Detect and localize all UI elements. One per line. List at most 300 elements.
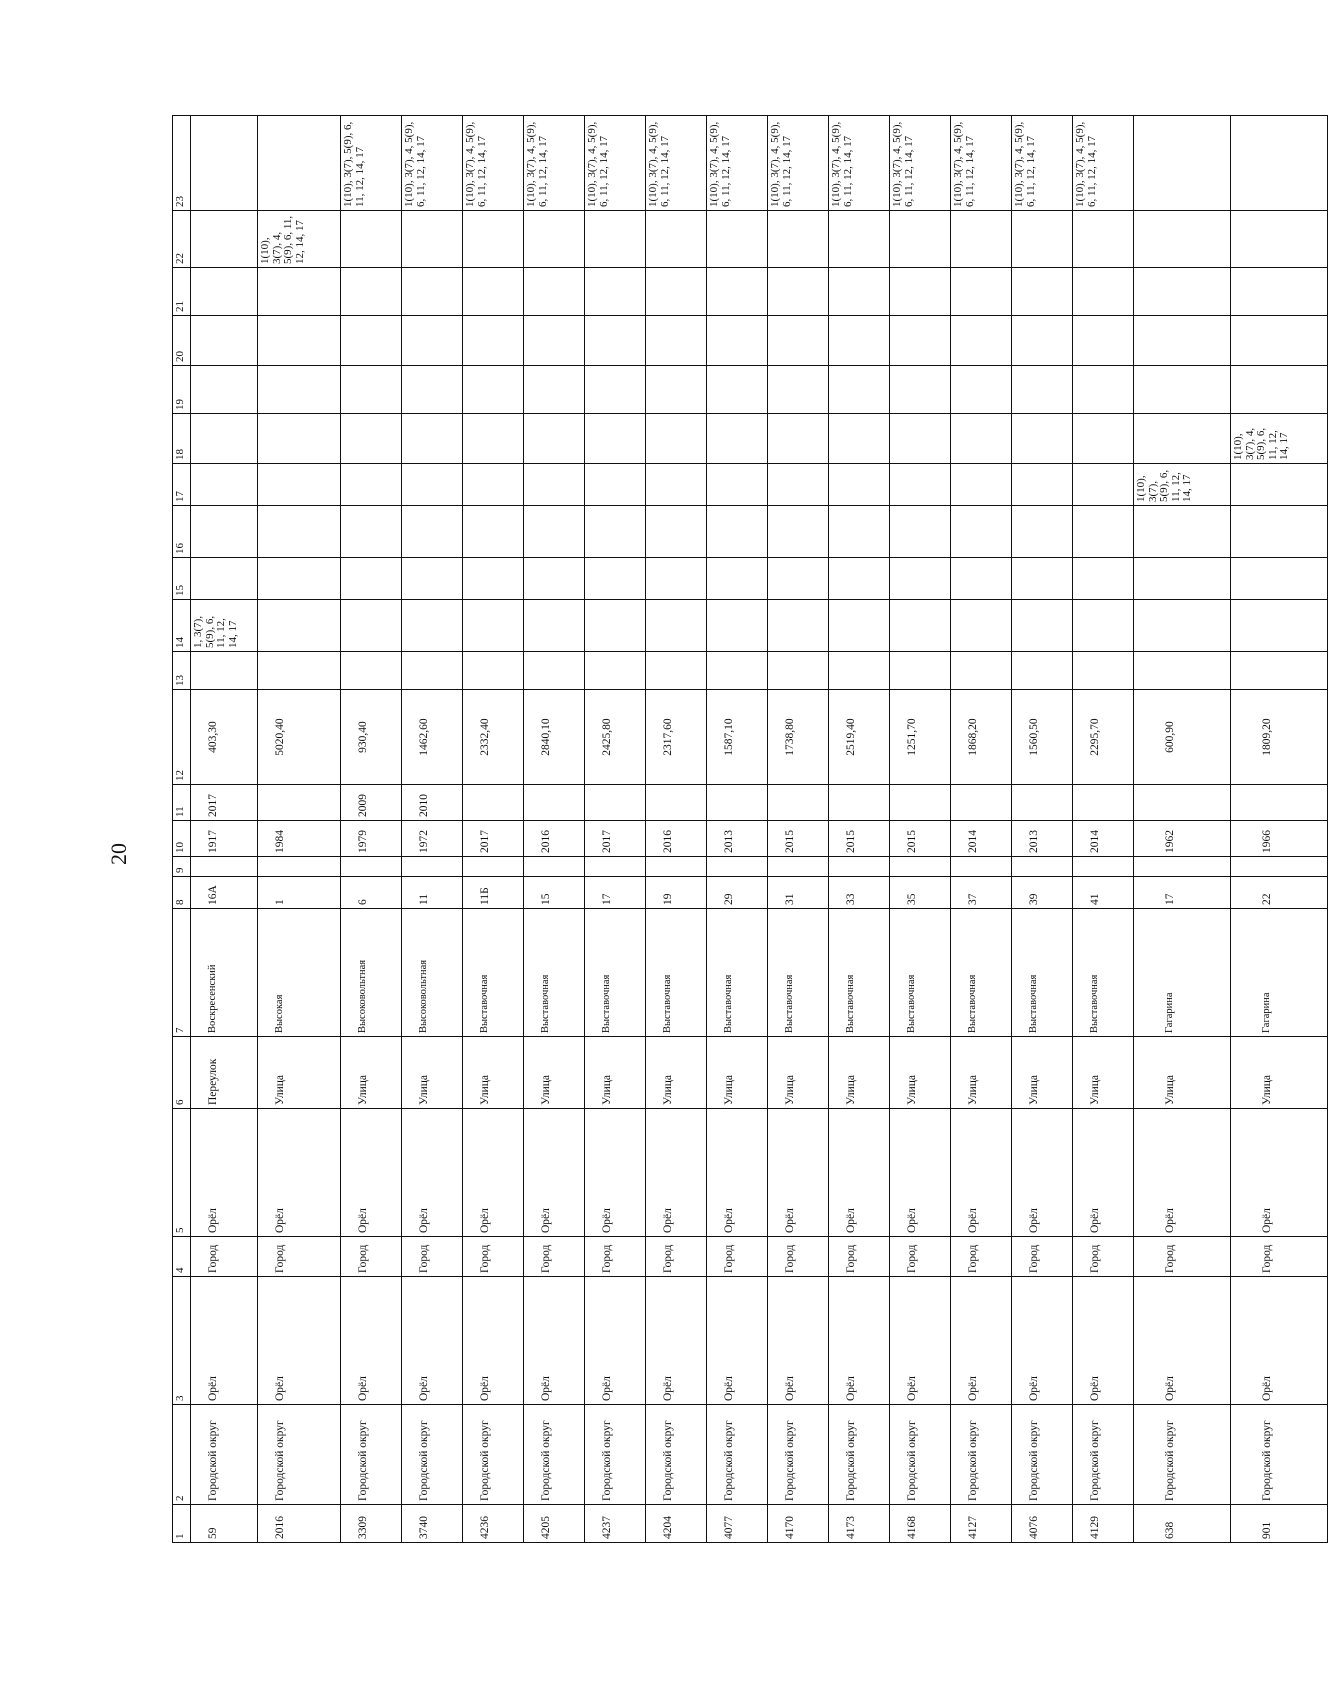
cell-col-13 (646, 652, 707, 690)
cell-col-18 (1073, 414, 1134, 464)
cell-col-22 (707, 211, 768, 268)
cell-col-13 (768, 652, 829, 690)
cell-col-8: 6 (341, 877, 402, 909)
cell-col-23 (1134, 116, 1231, 211)
cell-col-21 (707, 268, 768, 316)
cell-col-2: Городской округ (1012, 1405, 1073, 1505)
cell-col-3: Орёл (707, 1277, 768, 1405)
cell-col-1: 4077 (707, 1505, 768, 1543)
cell-col-9 (1012, 857, 1073, 877)
cell-col-1: 4236 (463, 1505, 524, 1543)
cell-col-12: 2840,10 (524, 690, 585, 785)
cell-col-19 (1231, 366, 1328, 414)
cell-col-5: Орёл (1073, 1109, 1134, 1237)
column-header-7: 7 (173, 909, 191, 1037)
cell-col-13 (1231, 652, 1328, 690)
cell-col-8: 17 (1134, 877, 1231, 909)
column-header-6: 6 (173, 1037, 191, 1109)
cell-col-2: Городской округ (191, 1405, 258, 1505)
cell-col-22 (1231, 211, 1328, 268)
cell-col-6: Улица (585, 1037, 646, 1109)
cell-col-13 (463, 652, 524, 690)
cell-col-7: Высоковольтная (341, 909, 402, 1037)
cell-col-18 (1012, 414, 1073, 464)
cell-col-5: Орёл (463, 1109, 524, 1237)
table-row (191, 116, 258, 1543)
cell-col-8: 41 (1073, 877, 1134, 909)
cell-col-9 (707, 857, 768, 877)
cell-col-16 (524, 506, 585, 558)
cell-col-3: Орёл (258, 1277, 341, 1405)
cell-col-14 (707, 600, 768, 652)
cell-col-23: 1(10), 3(7), 4, 5(9), 6, 11, 12, 14, 17 (1012, 116, 1073, 211)
cell-col-15 (707, 558, 768, 600)
cell-col-6: Улица (951, 1037, 1012, 1109)
column-header-23: 23 (173, 116, 191, 211)
cell-col-10: 2016 (646, 821, 707, 857)
cell-col-7: Выставочная (1073, 909, 1134, 1037)
cell-col-15 (646, 558, 707, 600)
cell-col-1: 59 (191, 1505, 258, 1543)
column-header-15: 15 (173, 558, 191, 600)
cell-col-23: 1(10), 3(7), 4, 5(9), 6, 11, 12, 14, 17 (890, 116, 951, 211)
table-row (829, 116, 890, 1543)
cell-col-8: 15 (524, 877, 585, 909)
cell-col-21 (402, 268, 463, 316)
cell-col-17 (890, 464, 951, 506)
cell-col-14 (1231, 600, 1328, 652)
cell-col-17 (191, 464, 258, 506)
cell-col-18 (1134, 414, 1231, 464)
cell-col-5: Орёл (1012, 1109, 1073, 1237)
cell-col-2: Городской округ (768, 1405, 829, 1505)
cell-col-19 (1012, 366, 1073, 414)
cell-col-13 (1012, 652, 1073, 690)
cell-col-4: Город (707, 1237, 768, 1277)
cell-col-18 (768, 414, 829, 464)
cell-col-3: Орёл (890, 1277, 951, 1405)
cell-col-2: Городской округ (951, 1405, 1012, 1505)
cell-col-3: Орёл (585, 1277, 646, 1405)
cell-col-8: 37 (951, 877, 1012, 909)
cell-col-4: Город (191, 1237, 258, 1277)
cell-col-6: Улица (707, 1037, 768, 1109)
cell-col-15 (1073, 558, 1134, 600)
cell-col-5: Орёл (402, 1109, 463, 1237)
cell-col-12: 1462,60 (402, 690, 463, 785)
cell-col-19 (585, 366, 646, 414)
cell-col-14 (585, 600, 646, 652)
cell-col-3: Орёл (191, 1277, 258, 1405)
cell-col-18 (258, 414, 341, 464)
cell-col-15 (585, 558, 646, 600)
cell-col-10: 2014 (951, 821, 1012, 857)
cell-col-13 (890, 652, 951, 690)
cell-col-16 (463, 506, 524, 558)
cell-col-20 (1012, 316, 1073, 366)
cell-col-11 (463, 785, 524, 821)
cell-col-6: Улица (890, 1037, 951, 1109)
cell-col-6: Улица (1231, 1037, 1328, 1109)
cell-col-14 (768, 600, 829, 652)
cell-col-15 (1231, 558, 1328, 600)
cell-col-21 (768, 268, 829, 316)
cell-col-8: 11Б (463, 877, 524, 909)
cell-col-15 (1134, 558, 1231, 600)
cell-col-22 (463, 211, 524, 268)
cell-col-13 (951, 652, 1012, 690)
cell-col-1: 3309 (341, 1505, 402, 1543)
cell-col-23 (258, 116, 341, 211)
cell-col-17 (1231, 464, 1328, 506)
cell-col-11 (1134, 785, 1231, 821)
cell-col-7: Высокая (258, 909, 341, 1037)
cell-col-21 (524, 268, 585, 316)
cell-col-18 (191, 414, 258, 464)
cell-col-20 (463, 316, 524, 366)
cell-col-7: Гагарина (1231, 909, 1328, 1037)
cell-col-13 (524, 652, 585, 690)
cell-col-19 (258, 366, 341, 414)
cell-col-2: Городской округ (890, 1405, 951, 1505)
column-header-14: 14 (173, 600, 191, 652)
table-row (890, 116, 951, 1543)
cell-col-23: 1(10), 3(7), 4, 5(9), 6, 11, 12, 14, 17 (524, 116, 585, 211)
cell-col-11 (951, 785, 1012, 821)
cell-col-4: Город (829, 1237, 890, 1277)
cell-col-13 (1134, 652, 1231, 690)
cell-col-23: 1(10), 3(7), 4, 5(9), 6, 11, 12, 14, 17 (585, 116, 646, 211)
cell-col-8: 39 (1012, 877, 1073, 909)
cell-col-14 (524, 600, 585, 652)
cell-col-15 (829, 558, 890, 600)
cell-col-16 (1134, 506, 1231, 558)
column-header-20: 20 (173, 316, 191, 366)
cell-col-18 (402, 414, 463, 464)
cell-col-10: 2017 (585, 821, 646, 857)
cell-col-12: 1868,20 (951, 690, 1012, 785)
cell-col-6: Улица (341, 1037, 402, 1109)
cell-col-12: 930,40 (341, 690, 402, 785)
cell-col-12: 2332,40 (463, 690, 524, 785)
cell-col-3: Орёл (646, 1277, 707, 1405)
cell-col-18 (524, 414, 585, 464)
cell-col-3: Орёл (1012, 1277, 1073, 1405)
cell-col-14 (402, 600, 463, 652)
cell-col-15 (768, 558, 829, 600)
cell-col-20 (1134, 316, 1231, 366)
cell-col-11 (890, 785, 951, 821)
table-row (524, 116, 585, 1543)
cell-col-4: Город (1134, 1237, 1231, 1277)
cell-col-23 (1231, 116, 1328, 211)
cell-col-18 (585, 414, 646, 464)
column-header-9: 9 (173, 857, 191, 877)
cell-col-19 (1134, 366, 1231, 414)
table-row (1073, 116, 1134, 1543)
cell-col-12: 2425,80 (585, 690, 646, 785)
cell-col-12: 1809,20 (1231, 690, 1328, 785)
cell-col-2: Городской округ (524, 1405, 585, 1505)
cell-col-18 (890, 414, 951, 464)
cell-col-9 (341, 857, 402, 877)
cell-col-7: Выставочная (1012, 909, 1073, 1037)
table-row (768, 116, 829, 1543)
cell-col-16 (890, 506, 951, 558)
cell-col-3: Орёл (524, 1277, 585, 1405)
cell-col-22 (524, 211, 585, 268)
cell-col-19 (829, 366, 890, 414)
page-number: 20 (106, 843, 131, 865)
cell-col-9 (1134, 857, 1231, 877)
cell-col-10: 2015 (768, 821, 829, 857)
cell-col-11 (1231, 785, 1328, 821)
cell-col-17 (829, 464, 890, 506)
cell-col-3: Орёл (951, 1277, 1012, 1405)
cell-col-22 (1073, 211, 1134, 268)
cell-col-11 (646, 785, 707, 821)
column-header-4: 4 (173, 1237, 191, 1277)
cell-col-19 (191, 366, 258, 414)
table-rotator (172, 116, 1291, 1543)
cell-col-22 (402, 211, 463, 268)
cell-col-11 (258, 785, 341, 821)
cell-col-9 (829, 857, 890, 877)
cell-col-12: 403,30 (191, 690, 258, 785)
cell-col-4: Город (1012, 1237, 1073, 1277)
cell-col-19 (707, 366, 768, 414)
cell-col-10: 1972 (402, 821, 463, 857)
cell-col-18 (341, 414, 402, 464)
cell-col-13 (341, 652, 402, 690)
cell-col-21 (191, 268, 258, 316)
cell-col-3: Орёл (1134, 1277, 1231, 1405)
cell-col-21 (258, 268, 341, 316)
cell-col-23: 1(10), 3(7), 5(9), 6, 11, 12, 14, 17 (341, 116, 402, 211)
cell-col-18: 1(10), 3(7), 4, 5(9), 6, 11, 12, 14, 17 (1231, 414, 1328, 464)
column-header-3: 3 (173, 1277, 191, 1405)
cell-col-10: 1917 (191, 821, 258, 857)
cell-col-14 (1134, 600, 1231, 652)
cell-col-5: Орёл (585, 1109, 646, 1237)
cell-col-12: 5020,40 (258, 690, 341, 785)
cell-col-20 (890, 316, 951, 366)
cell-col-19 (524, 366, 585, 414)
cell-col-4: Город (890, 1237, 951, 1277)
cell-col-22 (341, 211, 402, 268)
cell-col-9 (585, 857, 646, 877)
cell-col-16 (1012, 506, 1073, 558)
cell-col-17 (463, 464, 524, 506)
column-header-5: 5 (173, 1109, 191, 1237)
cell-col-21 (829, 268, 890, 316)
cell-col-3: Орёл (1073, 1277, 1134, 1405)
cell-col-1: 638 (1134, 1505, 1231, 1543)
cell-col-14 (1012, 600, 1073, 652)
cell-col-9 (402, 857, 463, 877)
cell-col-6: Улица (1073, 1037, 1134, 1109)
cell-col-6: Улица (1012, 1037, 1073, 1109)
cell-col-15 (890, 558, 951, 600)
cell-col-12: 600,90 (1134, 690, 1231, 785)
cell-col-8: 35 (890, 877, 951, 909)
cell-col-7: Выставочная (951, 909, 1012, 1037)
cell-col-1: 4168 (890, 1505, 951, 1543)
cell-col-14: 1, 3(7), 5(9), 6, 11, 12, 14, 17 (191, 600, 258, 652)
cell-col-16 (829, 506, 890, 558)
cell-col-8: 1 (258, 877, 341, 909)
cell-col-15 (341, 558, 402, 600)
cell-col-20 (1073, 316, 1134, 366)
column-header-12: 12 (173, 690, 191, 785)
cell-col-2: Городской округ (1073, 1405, 1134, 1505)
cell-col-7: Выставочная (890, 909, 951, 1037)
cell-col-10: 2014 (1073, 821, 1134, 857)
cell-col-1: 4076 (1012, 1505, 1073, 1543)
cell-col-1: 4204 (646, 1505, 707, 1543)
cell-col-7: Гагарина (1134, 909, 1231, 1037)
cell-col-13 (258, 652, 341, 690)
cell-col-9 (951, 857, 1012, 877)
cell-col-17: 1(10), 3(7), 5(9), 6, 11, 12, 14, 17 (1134, 464, 1231, 506)
cell-col-2: Городской округ (707, 1405, 768, 1505)
cell-col-12: 1251,70 (890, 690, 951, 785)
cell-col-21 (1012, 268, 1073, 316)
cell-col-8: 29 (707, 877, 768, 909)
cell-col-8: 33 (829, 877, 890, 909)
cell-col-7: Выставочная (463, 909, 524, 1037)
cell-col-22: 1(10), 3(7), 4, 5(9), 6, 11, 12, 14, 17 (258, 211, 341, 268)
cell-col-11 (707, 785, 768, 821)
cell-col-9 (524, 857, 585, 877)
cell-col-15 (524, 558, 585, 600)
cell-col-10: 1984 (258, 821, 341, 857)
cell-col-17 (341, 464, 402, 506)
cell-col-20 (1231, 316, 1328, 366)
cell-col-20 (585, 316, 646, 366)
cell-col-6: Улица (402, 1037, 463, 1109)
cell-col-11 (829, 785, 890, 821)
table-row (1012, 116, 1073, 1543)
cell-col-16 (768, 506, 829, 558)
cell-col-16 (1073, 506, 1134, 558)
cell-col-20 (524, 316, 585, 366)
cell-col-11 (1012, 785, 1073, 821)
cell-col-19 (402, 366, 463, 414)
column-header-17: 17 (173, 464, 191, 506)
cell-col-14 (951, 600, 1012, 652)
cell-col-20 (646, 316, 707, 366)
cell-col-16 (585, 506, 646, 558)
cell-col-5: Орёл (341, 1109, 402, 1237)
cell-col-1: 901 (1231, 1505, 1328, 1543)
cell-col-12: 1560,50 (1012, 690, 1073, 785)
cell-col-20 (402, 316, 463, 366)
cell-col-6: Улица (463, 1037, 524, 1109)
cell-col-8: 31 (768, 877, 829, 909)
cell-col-17 (524, 464, 585, 506)
cell-col-17 (707, 464, 768, 506)
cell-col-17 (768, 464, 829, 506)
table-row (463, 116, 524, 1543)
cell-col-21 (341, 268, 402, 316)
cell-col-10: 1962 (1134, 821, 1231, 857)
cell-col-21 (1134, 268, 1231, 316)
cell-col-19 (463, 366, 524, 414)
cell-col-22 (191, 211, 258, 268)
cell-col-13 (707, 652, 768, 690)
cell-col-8: 11 (402, 877, 463, 909)
column-header-16: 16 (173, 506, 191, 558)
cell-col-9 (258, 857, 341, 877)
cell-col-10: 2015 (829, 821, 890, 857)
cell-col-6: Улица (646, 1037, 707, 1109)
cell-col-8: 22 (1231, 877, 1328, 909)
cell-col-15 (1012, 558, 1073, 600)
cell-col-14 (463, 600, 524, 652)
cell-col-16 (258, 506, 341, 558)
column-header-13: 13 (173, 652, 191, 690)
cell-col-7: Выставочная (707, 909, 768, 1037)
cell-col-20 (707, 316, 768, 366)
cell-col-22 (585, 211, 646, 268)
cell-col-1: 4205 (524, 1505, 585, 1543)
cell-col-11: 2017 (191, 785, 258, 821)
cell-col-18 (463, 414, 524, 464)
cell-col-9 (890, 857, 951, 877)
column-header-22: 22 (173, 211, 191, 268)
cell-col-14 (890, 600, 951, 652)
cell-col-19 (890, 366, 951, 414)
cell-col-15 (463, 558, 524, 600)
cell-col-2: Городской округ (1231, 1405, 1328, 1505)
cell-col-18 (951, 414, 1012, 464)
cell-col-2: Городской округ (585, 1405, 646, 1505)
cell-col-4: Город (524, 1237, 585, 1277)
cell-col-12: 1738,80 (768, 690, 829, 785)
cell-col-18 (646, 414, 707, 464)
cell-col-2: Городской округ (1134, 1405, 1231, 1505)
cell-col-12: 1587,10 (707, 690, 768, 785)
cell-col-11 (1073, 785, 1134, 821)
cell-col-14 (341, 600, 402, 652)
cell-col-10: 2015 (890, 821, 951, 857)
cell-col-2: Городской округ (341, 1405, 402, 1505)
cell-col-21 (463, 268, 524, 316)
cell-col-13 (829, 652, 890, 690)
cell-col-9 (1231, 857, 1328, 877)
cell-col-1: 4170 (768, 1505, 829, 1543)
cell-col-21 (951, 268, 1012, 316)
column-header-19: 19 (173, 366, 191, 414)
cell-col-4: Город (951, 1237, 1012, 1277)
cell-col-5: Орёл (258, 1109, 341, 1237)
cell-col-15 (402, 558, 463, 600)
cell-col-1: 4129 (1073, 1505, 1134, 1543)
cell-col-14 (646, 600, 707, 652)
cell-col-7: Выставочная (524, 909, 585, 1037)
cell-col-11 (768, 785, 829, 821)
cell-col-2: Городской округ (463, 1405, 524, 1505)
column-header-2: 2 (173, 1405, 191, 1505)
cell-col-7: Выставочная (585, 909, 646, 1037)
cell-col-9 (768, 857, 829, 877)
cell-col-7: Выставочная (829, 909, 890, 1037)
cell-col-7: Выставочная (768, 909, 829, 1037)
cell-col-16 (646, 506, 707, 558)
cell-col-23: 1(10), 3(7), 4, 5(9), 6, 11, 12, 14, 17 (463, 116, 524, 211)
cell-col-16 (707, 506, 768, 558)
